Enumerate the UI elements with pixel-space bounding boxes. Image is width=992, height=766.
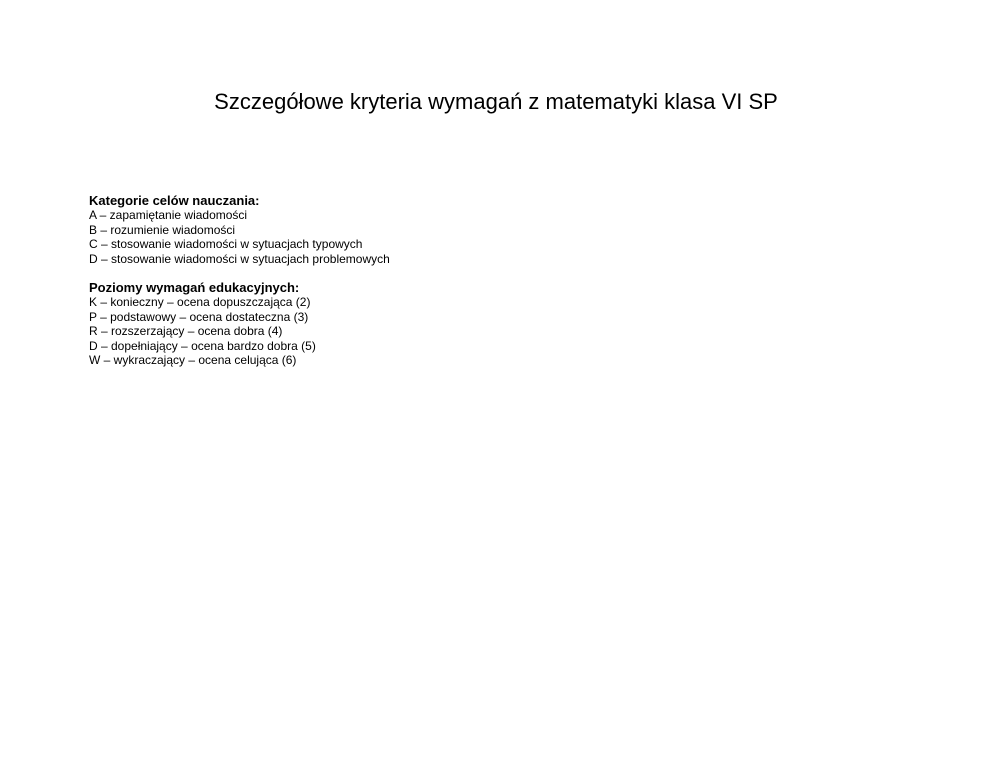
requirement-levels-list — [89, 295, 689, 368]
page-title: Szczegółowe kryteria wymagań z matematyki klasa VI SP — [214, 89, 778, 114]
learning-goals-heading: Kategorie celów nauczania: — [89, 193, 260, 208]
requirement-level-item: D – dopełniający – ocena bardzo dobra (5) — [89, 338, 316, 353]
learning-goal-item: D – stosowanie wiadomości w sytuacjach problemowych — [89, 251, 390, 266]
learning-goal-item: B – rozumienie wiadomości — [89, 222, 236, 237]
requirement-level-item: K – konieczny – ocena dopuszczająca (2) — [89, 295, 311, 309]
learning-goals-section — [89, 193, 689, 266]
learning-goals-list — [89, 208, 689, 266]
requirement-level-item: P – podstawowy – ocena dostateczna (3) — [89, 309, 309, 324]
requirement-levels-section — [89, 280, 689, 368]
requirement-level-item: R – rozszerzający – ocena dobra (4) — [89, 324, 283, 338]
learning-goal-item: A – zapamiętanie wiadomości — [89, 208, 248, 222]
learning-goal-item: C – stosowanie wiadomości w sytuacjach typowych — [89, 237, 363, 251]
requirement-level-item: W – wykraczający – ocena celująca (6) — [89, 353, 297, 367]
requirement-levels-heading: Poziomy wymagań edukacyjnych: — [89, 280, 300, 295]
